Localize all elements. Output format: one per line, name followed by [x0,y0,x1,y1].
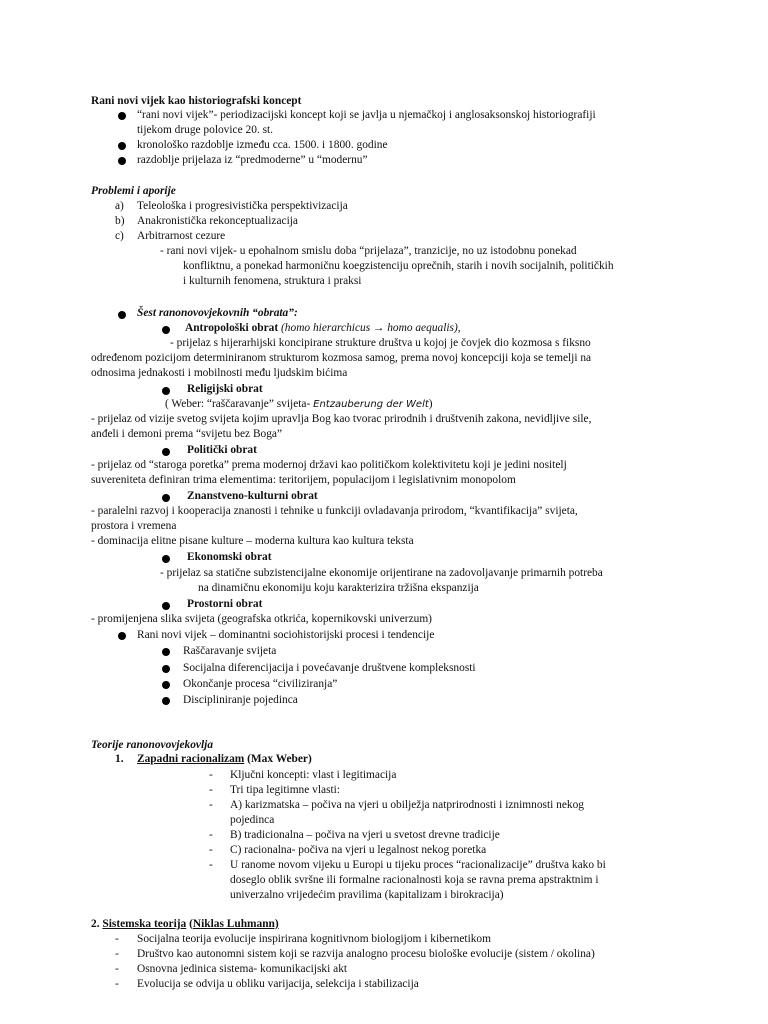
obrat-text: - prijelaz od “staroga poretka” prema modernoj državi kao političkom kolektivitetu koji je jedini nositelj [91,459,567,471]
dash-marker: - [115,978,119,990]
dash-marker: - [209,859,213,871]
obrat-text: - promijenjena slika svijeta (geografska otkrića, kopernikovski univerzum) [91,613,432,625]
list-item: Socijalna diferencijacija i povećavanje društvene kompleksnosti [183,662,476,674]
list-item-cont: tijekom druge polovice 20. st. [137,124,274,136]
obrat-text [165,397,433,412]
obrat-name: Znanstveno-kulturni obrat [187,490,318,502]
obrat-text-part: ( Weber: “raščaravanje” svijeta- [165,398,314,410]
list-item-cont: pojedinca [230,814,275,826]
list-marker: a) [115,200,124,212]
sub-text: - rani novi vijek- u epohalnom smislu doba “prijelaza”, tranzicije, no uz istodobnu ponekad [160,245,577,257]
bullet-icon [162,602,170,610]
bullet-icon [162,697,170,705]
list-item: Anakronistička rekonceptualizacija [137,215,298,227]
theory-title [91,917,279,932]
bullet-icon [162,326,170,334]
sub-text: konfliktnu, a ponekad harmoničnu koegzistenciju oprečnih, starih i novih socijalnih, političkih [183,260,614,272]
dash-marker: - [115,933,119,945]
obrat-name: Religijski obrat [187,383,263,395]
dash-marker: - [209,829,213,841]
obrat-text: anđeli i demoni prema “svijetu bez Boga” [91,428,283,440]
heading-obrati: Šest ranonovovjekovnih “obrata”: [137,307,298,319]
bullet-icon [118,311,126,319]
bullet-icon [162,681,170,689]
list-item: Tri tipa legitimne vlasti: [230,784,341,796]
obrat-text: odnosima jednakosti i mobilnosti među ljudskim bićima [91,367,348,379]
sub-text: i kulturnih fenomena, struktura i praksi [183,275,362,287]
list-item: Osnovna jedinica sistema- komunikacijski akt [137,963,348,975]
list-item: “rani novi vijek”- periodizacijski koncept koji se javlja u njemačkoj i anglosaksonskoj historiografiji [137,109,596,121]
obrat-text: - prijelaz od vizije svetog svijeta kojim upravlja Bog kao tvorac prirodnih i društvenih zakona, nevidljive sile, [91,413,592,425]
obrat-text: određenom pozicijom determiniranom strukturom kozmosa samog, prema novoj koncepciji koja se temelji na [91,352,592,364]
obrat-text: - prijelaz s hijerarhijski koncipirane strukture društva u kojoj je čovjek dio kozmosa s fiksno [170,337,591,349]
bullet-icon [162,665,170,673]
list-item: Društvo kao autonomni sistem koji se razvija analogno procesu biološke evolucije (sistem / okolina) [137,948,595,960]
list-item-cont: doseglo oblik svršne ili formalne racionalnosti koja se ravna prema apstraktnim i [230,874,599,886]
list-marker: c) [115,230,124,242]
obrat-text: - paralelni razvoj i kooperacija znanosti i tehnike u funkciji ovladavanja prirodom, “kvantifikacija” svijeta, [91,505,578,517]
bullet-icon [118,142,126,150]
theory-name: Zapadni racionalizam [137,753,245,765]
obrat-name: Prostorni obrat [187,598,263,610]
list-item: Teleološka i progresivistička perspektivizacija [137,200,348,212]
obrat-name: Antropološki obrat [185,322,279,334]
theory-author: Niklas Luhmann) [192,918,279,930]
list-item: B) tradicionalna – počiva na vjeri u svetost drevne tradicije [230,829,500,841]
list-item-cont: univerzalno vrijedećim pravilima (kapitalizam i birokracija) [230,889,504,901]
punct: ( [186,918,193,930]
bullet-icon [162,555,170,563]
list-item: Discipliniranje pojedinca [183,694,298,706]
bullet-icon [162,387,170,395]
obrat-name: Politički obrat [187,444,257,456]
theory-title [137,752,312,767]
list-item: razdoblje prijelaza iz “predmoderne” u “modernu” [137,154,368,166]
dash-marker: - [209,799,213,811]
obrat-text: - dominacija elitne pisane kulture – moderna kultura kao kultura teksta [91,535,414,547]
obrat-formula: (homo hierarchicus → homo aequalis) [281,322,458,334]
obrat-name: Ekonomski obrat [187,551,272,563]
bullet-icon [118,112,126,120]
heading-rani-novi-vijek: Rani novi vijek kao historiografski koncept [91,95,302,107]
list-item: Rani novi vijek – dominantni sociohistorijski procesi i tendencije [137,629,435,641]
bullet-icon [162,494,170,502]
bullet-icon [162,448,170,456]
list-number: 1. [115,753,124,765]
obrat-text-part: ) [428,398,433,410]
bullet-icon [162,648,170,656]
list-number: 2. [91,918,103,930]
list-item: Raščaravanje svijeta [183,645,277,657]
obrat-text: - prijelaz sa statične subzistencijalne ekonomije orijentirane na zadovoljavanje primarnih potreba [160,567,603,579]
obrat-text: suvereniteta definiran trima elementima: teritorijem, populacijom i legislativnim monopolom [91,474,516,486]
bullet-icon [118,157,126,165]
dash-marker: - [115,948,119,960]
list-item: C) racionalna- počiva na vjeri u legalnost nekog poretka [230,844,487,856]
obrat-text: na dinamičnu ekonomiju koju karakterizira tržišna ekspanzija [198,582,479,594]
list-item: U ranome novom vijeku u Europi u tijeku proces “racionalizacije” društva kako bi [230,859,606,871]
dash-marker: - [209,784,213,796]
obrat-title [185,321,461,336]
heading-teorije: Teorije ranonovovjekovlja [91,739,214,751]
theory-author: (Max Weber) [244,753,312,765]
list-item: Socijalna teorija evolucije inspirirana kognitivnom biologijom i kibernetikom [137,933,491,945]
obrat-text-german: Entzauberung der Welt [313,399,429,410]
list-item: Ključni koncepti: vlast i legitimacija [230,769,397,781]
dash-marker: - [209,844,213,856]
dash-marker: - [115,963,119,975]
obrat-text: prostora i vremena [91,520,177,532]
list-item: A) karizmatska – počiva na vjeri u obilježja natprirodnosti i iznimnosti nekog [230,799,584,811]
list-item: Okončanje procesa “civiliziranja” [183,678,338,690]
bullet-icon [118,632,126,640]
list-item: Evolucija se odvija u obliku varijacija, selekcija i stabilizacija [137,978,419,990]
dash-marker: - [209,769,213,781]
punct: , [457,322,461,334]
list-item: Arbitrarnost cezure [137,230,226,242]
theory-name: Sistemska teorija [102,918,187,930]
heading-problemi: Problemi i aporije [91,185,176,197]
list-marker: b) [115,215,125,227]
list-item: kronološko razdoblje između cca. 1500. i 1800. godine [137,139,388,151]
